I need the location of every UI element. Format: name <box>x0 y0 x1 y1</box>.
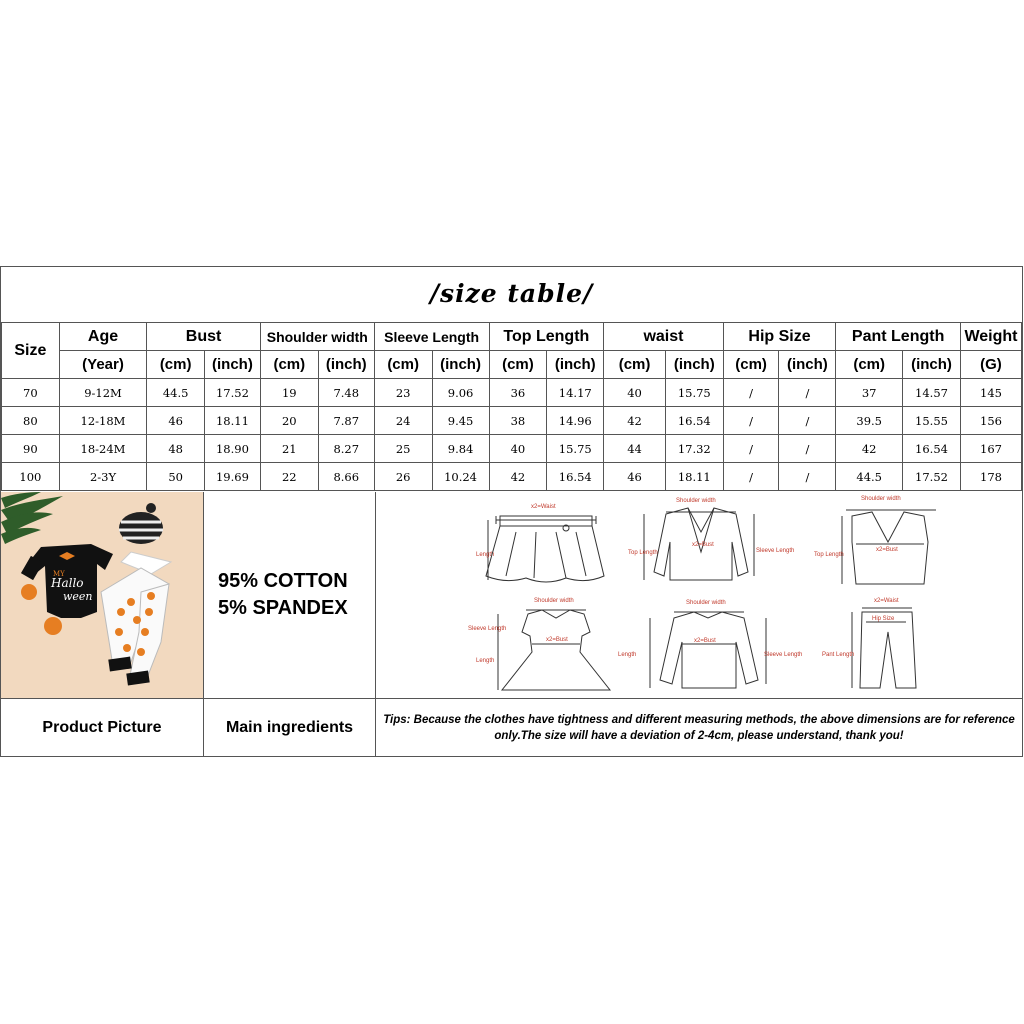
header-row-groups <box>2 323 1022 351</box>
cell-value: 18.11 <box>205 407 261 435</box>
table-row <box>2 407 1022 435</box>
cell-value: / <box>779 379 836 407</box>
cell-weight: 178 <box>960 463 1021 491</box>
product-picture <box>1 492 204 699</box>
cell-age: 12-18M <box>59 407 147 435</box>
cell-value: 9.45 <box>432 407 489 435</box>
unit-cm: (cm) <box>374 351 432 379</box>
label-shoulder-width-3: Shoulder width <box>534 598 574 604</box>
cell-value: 14.96 <box>547 407 604 435</box>
label-bust-4: x2=Bust <box>694 638 716 644</box>
label-sleeve-length-3: Sleeve Length <box>764 652 803 658</box>
cell-value: 42 <box>836 435 903 463</box>
label-shoulder-width-4: Shoulder width <box>686 600 726 606</box>
cell-value: 15.75 <box>665 379 723 407</box>
cell-value: 22 <box>260 463 318 491</box>
cell-value: 44 <box>604 435 666 463</box>
cell-value: 50 <box>147 463 205 491</box>
cell-value: 18.90 <box>205 435 261 463</box>
unit-inch: (inch) <box>205 351 261 379</box>
measurement-diagrams <box>376 492 1022 699</box>
label-pant-length: Pant Length <box>822 652 855 658</box>
cell-value: 14.57 <box>903 379 961 407</box>
cell-value: 8.66 <box>318 463 374 491</box>
label-sleeve-length-2: Sleeve Length <box>468 626 507 632</box>
product-picture-image <box>1 492 204 699</box>
vest-diagram <box>814 496 936 584</box>
cell-value: / <box>723 379 779 407</box>
unit-cm: (cm) <box>836 351 903 379</box>
size-table <box>1 322 1022 491</box>
cell-value: / <box>779 407 836 435</box>
cell-value: 25 <box>374 435 432 463</box>
label-shoulder-width: Shoulder width <box>676 498 716 504</box>
label-sleeve-length-1: Sleeve Length <box>756 548 795 554</box>
cell-value: 9.06 <box>432 379 489 407</box>
pumpkin-icon <box>44 617 62 635</box>
cell-size: 100 <box>2 463 60 491</box>
cell-value: 20 <box>260 407 318 435</box>
label-bust-2: x2=Bust <box>876 547 898 553</box>
cell-value: 17.32 <box>665 435 723 463</box>
size-chart-sheet <box>0 266 1023 757</box>
label-bust-1: x2=Bust <box>692 542 714 548</box>
unit-inch: (inch) <box>779 351 836 379</box>
cell-value: 15.75 <box>547 435 604 463</box>
cell-value: 46 <box>147 407 205 435</box>
cell-value: 48 <box>147 435 205 463</box>
cell-value: 16.54 <box>547 463 604 491</box>
label-top-length-2: Top Length <box>814 552 844 558</box>
header-age: Age <box>59 323 147 351</box>
cell-value: 36 <box>489 379 547 407</box>
cell-value: / <box>723 463 779 491</box>
label-length-2: Length <box>476 658 495 664</box>
dress-diagram <box>468 598 610 690</box>
cell-size: 70 <box>2 379 60 407</box>
cell-value: 44.5 <box>836 463 903 491</box>
header-row-units <box>2 351 1022 379</box>
tips-text: Tips: Because the clothes have tightness and different measuring methods, the above dimensions are for reference only.The size will have a deviation of 2-4cm, please understand, thank you! <box>383 713 1015 742</box>
cell-age: 9-12M <box>59 379 147 407</box>
ingredients-cell <box>204 492 376 699</box>
header-top-length: Top Length <box>489 323 604 351</box>
cell-value: 42 <box>489 463 547 491</box>
cell-value: 15.55 <box>903 407 961 435</box>
cell-age: 18-24M <box>59 435 147 463</box>
cell-value: 7.48 <box>318 379 374 407</box>
header-sleeve-length: Sleeve Length <box>374 323 489 351</box>
cell-value: 44.5 <box>147 379 205 407</box>
cell-value: 46 <box>604 463 666 491</box>
unit-inch: (inch) <box>318 351 374 379</box>
cell-value: / <box>779 463 836 491</box>
ingredient-spandex: 5% SPANDEX <box>218 597 348 619</box>
print-text-3: ween <box>63 590 93 603</box>
cell-value: / <box>723 435 779 463</box>
unit-cm: (cm) <box>489 351 547 379</box>
cell-value: 21 <box>260 435 318 463</box>
cell-value: 26 <box>374 463 432 491</box>
header-weight-unit: (G) <box>960 351 1021 379</box>
table-row <box>2 379 1022 407</box>
cell-value: / <box>779 435 836 463</box>
label-waist: x2=Waist <box>531 504 556 510</box>
cell-value: 16.54 <box>903 435 961 463</box>
cell-value: 17.52 <box>205 379 261 407</box>
cell-weight: 145 <box>960 379 1021 407</box>
header-waist: waist <box>604 323 724 351</box>
cell-value: 7.87 <box>318 407 374 435</box>
size-table-title-row <box>1 267 1022 323</box>
label-shoulder-width-2: Shoulder width <box>861 496 901 502</box>
pumpkin-icon <box>21 584 37 600</box>
header-hip-size: Hip Size <box>723 323 836 351</box>
cell-weight: 156 <box>960 407 1021 435</box>
header-age-unit: (Year) <box>59 351 147 379</box>
label-bust-3: x2=Bust <box>546 637 568 643</box>
cell-value: 10.24 <box>432 463 489 491</box>
unit-inch: (inch) <box>665 351 723 379</box>
cell-value: 40 <box>489 435 547 463</box>
cell-value: 23 <box>374 379 432 407</box>
cell-size: 90 <box>2 435 60 463</box>
label-length-3: Length <box>618 652 637 658</box>
header-pant-length: Pant Length <box>836 323 961 351</box>
skirt-diagram <box>476 504 604 582</box>
cell-value: / <box>723 407 779 435</box>
header-shoulder-width: Shoulder width <box>260 323 374 351</box>
cell-size: 80 <box>2 407 60 435</box>
product-info-section <box>1 492 1022 756</box>
cell-value: 8.27 <box>318 435 374 463</box>
cell-value: 37 <box>836 379 903 407</box>
cell-value: 18.11 <box>665 463 723 491</box>
header-bust: Bust <box>147 323 261 351</box>
label-waist-2: x2=Waist <box>874 598 899 604</box>
cell-value: 9.84 <box>432 435 489 463</box>
table-row <box>2 435 1022 463</box>
pants-diagram <box>822 598 916 688</box>
label-length: Length <box>476 552 495 558</box>
cell-value: 38 <box>489 407 547 435</box>
blazer-diagram <box>628 498 794 580</box>
cell-value: 16.54 <box>665 407 723 435</box>
unit-cm: (cm) <box>260 351 318 379</box>
label-hip-size: Hip Size <box>872 616 895 622</box>
unit-inch: (inch) <box>547 351 604 379</box>
unit-cm: (cm) <box>723 351 779 379</box>
cell-value: 19.69 <box>205 463 261 491</box>
product-picture-label: Product Picture <box>1 699 204 756</box>
cell-value: 14.17 <box>547 379 604 407</box>
table-row <box>2 463 1022 491</box>
cell-weight: 167 <box>960 435 1021 463</box>
cell-value: 19 <box>260 379 318 407</box>
cell-value: 39.5 <box>836 407 903 435</box>
unit-cm: (cm) <box>147 351 205 379</box>
header-weight: Weight <box>960 323 1021 351</box>
cell-value: 17.52 <box>903 463 961 491</box>
size-table-title: /size table/ <box>429 279 594 308</box>
cell-value: 42 <box>604 407 666 435</box>
print-text-2: Hallo <box>51 576 84 590</box>
cell-age: 2-3Y <box>59 463 147 491</box>
ingredient-cotton: 95% COTTON <box>218 570 348 592</box>
label-top-length-1: Top Length <box>628 550 658 556</box>
unit-inch: (inch) <box>432 351 489 379</box>
main-ingredients-label: Main ingredients <box>204 699 376 756</box>
cell-value: 40 <box>604 379 666 407</box>
unit-cm: (cm) <box>604 351 666 379</box>
cell-value: 24 <box>374 407 432 435</box>
longsleeve-diagram <box>618 600 802 688</box>
header-size: Size <box>2 323 60 379</box>
print-text-1: MY <box>53 570 65 578</box>
unit-inch: (inch) <box>903 351 961 379</box>
